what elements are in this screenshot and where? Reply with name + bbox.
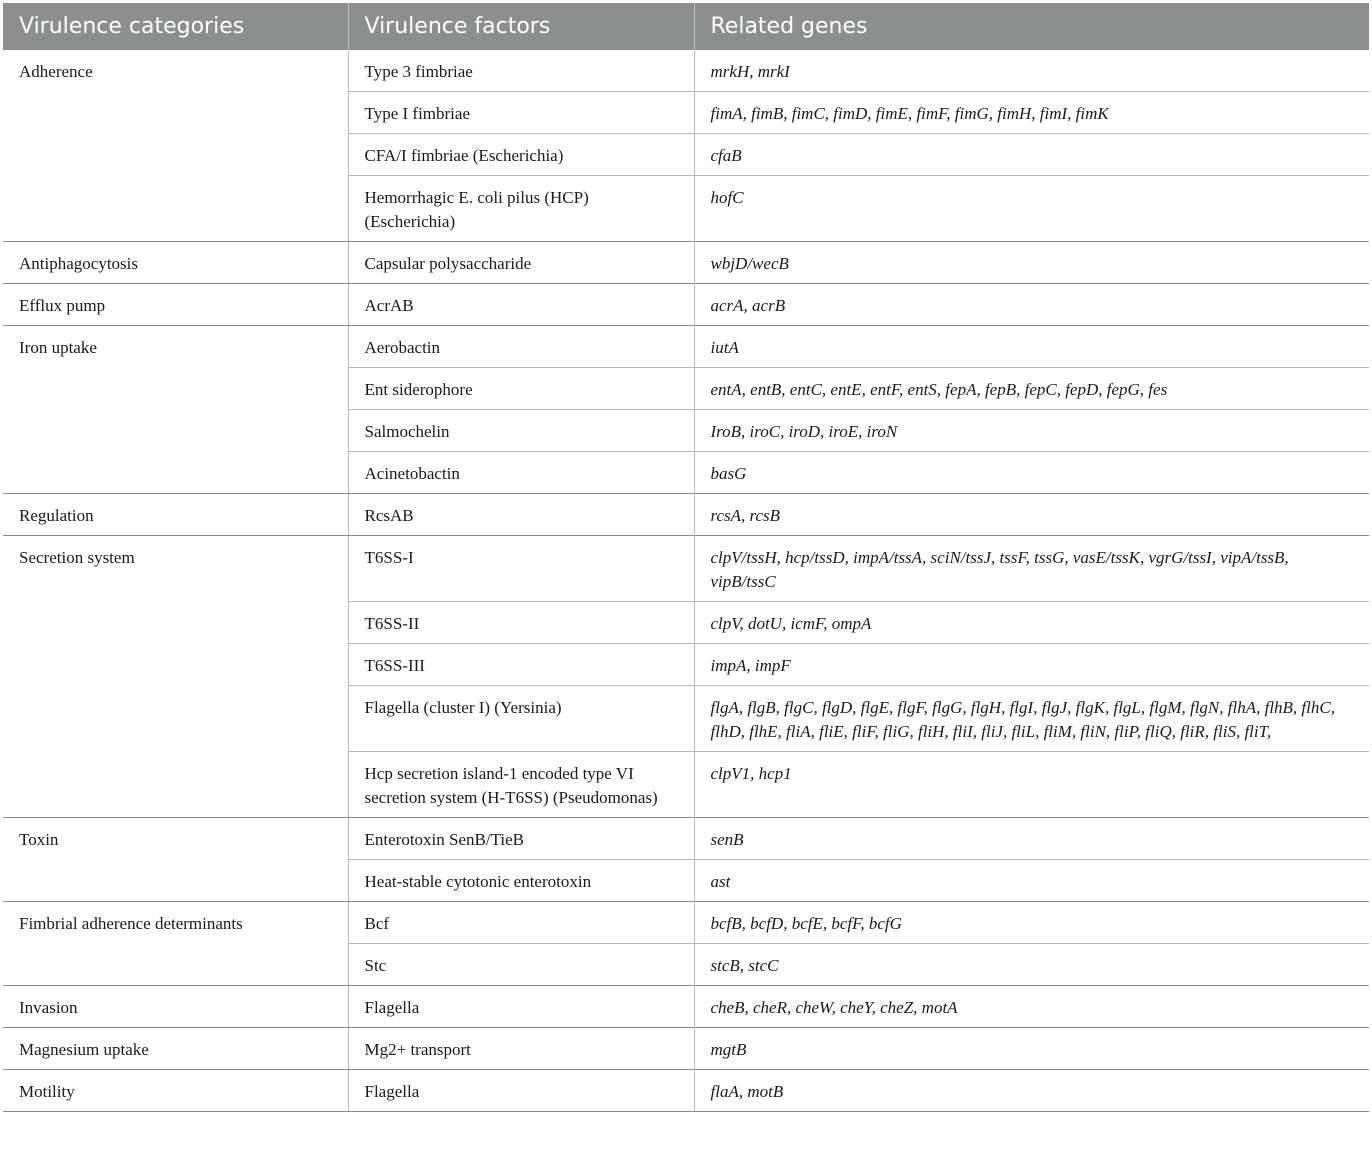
genes-cell: entA, entB, entC, entE, entF, entS, fepA, fepB, fepC, fepD, fepG, fes xyxy=(694,368,1369,410)
factor-cell: Flagella xyxy=(348,1070,694,1112)
factor-cell: Stc xyxy=(348,944,694,986)
header-virulence-factors: Virulence factors xyxy=(348,3,694,50)
genes-cell: IroB, iroC, iroD, iroE, iroN xyxy=(694,410,1369,452)
category-cell: Magnesium uptake xyxy=(3,1028,348,1070)
table-row xyxy=(3,494,1369,536)
genes-cell: flaA, motB xyxy=(694,1070,1369,1112)
factor-cell: RcsAB xyxy=(348,494,694,536)
table-row xyxy=(3,326,1369,368)
genes-cell: bcfB, bcfD, bcfE, bcfF, bcfG xyxy=(694,902,1369,944)
factor-cell: Type I fimbriae xyxy=(348,92,694,134)
genes-cell: rcsA, rcsB xyxy=(694,494,1369,536)
factor-cell: T6SS-II xyxy=(348,602,694,644)
factor-cell: Enterotoxin SenB/TieB xyxy=(348,818,694,860)
factor-cell: Mg2+ transport xyxy=(348,1028,694,1070)
table-header xyxy=(3,3,1369,50)
table-row xyxy=(3,242,1369,284)
category-cell: Invasion xyxy=(3,986,348,1028)
factor-cell: Hcp secretion island-1 encoded type VI secretion system (H-T6SS) (Pseudomonas) xyxy=(348,752,694,818)
genes-cell: stcB, stcC xyxy=(694,944,1369,986)
factor-cell: T6SS-I xyxy=(348,536,694,602)
factor-cell: Flagella (cluster I) (Yersinia) xyxy=(348,686,694,752)
genes-cell: acrA, acrB xyxy=(694,284,1369,326)
table-row xyxy=(3,986,1369,1028)
genes-cell: cheB, cheR, cheW, cheY, cheZ, motA xyxy=(694,986,1369,1028)
category-cell: Antiphagocytosis xyxy=(3,242,348,284)
factor-cell: Hemorrhagic E. coli pilus (HCP) (Escherichia) xyxy=(348,176,694,242)
genes-cell: mgtB xyxy=(694,1028,1369,1070)
category-cell: Efflux pump xyxy=(3,284,348,326)
header-related-genes: Related genes xyxy=(694,3,1369,50)
table-body xyxy=(3,50,1369,1112)
table-row xyxy=(3,1028,1369,1070)
table-row xyxy=(3,536,1369,602)
factor-cell: Bcf xyxy=(348,902,694,944)
factor-cell: AcrAB xyxy=(348,284,694,326)
table-row xyxy=(3,1070,1369,1112)
factor-cell: Flagella xyxy=(348,986,694,1028)
genes-cell: clpV1, hcp1 xyxy=(694,752,1369,818)
factor-cell: Capsular polysaccharide xyxy=(348,242,694,284)
genes-cell: iutA xyxy=(694,326,1369,368)
genes-cell: hofC xyxy=(694,176,1369,242)
genes-cell: wbjD/wecB xyxy=(694,242,1369,284)
category-cell: Toxin xyxy=(3,818,348,902)
genes-cell: senB xyxy=(694,818,1369,860)
virulence-table-container xyxy=(3,3,1369,1112)
category-cell: Fimbrial adherence determinants xyxy=(3,902,348,986)
category-cell: Iron uptake xyxy=(3,326,348,494)
category-cell: Regulation xyxy=(3,494,348,536)
virulence-table xyxy=(3,3,1369,1112)
category-cell: Motility xyxy=(3,1070,348,1112)
factor-cell: Salmochelin xyxy=(348,410,694,452)
factor-cell: Acinetobactin xyxy=(348,452,694,494)
genes-cell: clpV, dotU, icmF, ompA xyxy=(694,602,1369,644)
category-cell: Secretion system xyxy=(3,536,348,818)
genes-cell: basG xyxy=(694,452,1369,494)
factor-cell: Heat-stable cytotonic enterotoxin xyxy=(348,860,694,902)
genes-cell: fimA, fimB, fimC, fimD, fimE, fimF, fimG, fimH, fimI, fimK xyxy=(694,92,1369,134)
genes-cell: ast xyxy=(694,860,1369,902)
factor-cell: Type 3 fimbriae xyxy=(348,50,694,92)
factor-cell: T6SS-III xyxy=(348,644,694,686)
genes-cell: cfaB xyxy=(694,134,1369,176)
factor-cell: CFA/I fimbriae (Escherichia) xyxy=(348,134,694,176)
table-row xyxy=(3,818,1369,860)
table-row xyxy=(3,902,1369,944)
table-row xyxy=(3,284,1369,326)
genes-cell: flgA, flgB, flgC, flgD, flgE, flgF, flgG, flgH, flgI, flgJ, flgK, flgL, flgM, flgN, flhA, flhB, flhC, flhD, flhE, fliA, fliE, fliF, fliG, fliH, fliI, fliJ, fliL, fliM, fliN, fliP, fliQ, fliR, fliS, fliT, xyxy=(694,686,1369,752)
genes-cell: mrkH, mrkI xyxy=(694,50,1369,92)
header-row xyxy=(3,3,1369,50)
category-cell: Adherence xyxy=(3,50,348,242)
genes-cell: impA, impF xyxy=(694,644,1369,686)
factor-cell: Ent siderophore xyxy=(348,368,694,410)
factor-cell: Aerobactin xyxy=(348,326,694,368)
genes-cell: clpV/tssH, hcp/tssD, impA/tssA, sciN/tssJ, tssF, tssG, vasE/tssK, vgrG/tssI, vipA/tssB, vipB/tssC xyxy=(694,536,1369,602)
table-row xyxy=(3,50,1369,92)
header-virulence-categories: Virulence categories xyxy=(3,3,348,50)
